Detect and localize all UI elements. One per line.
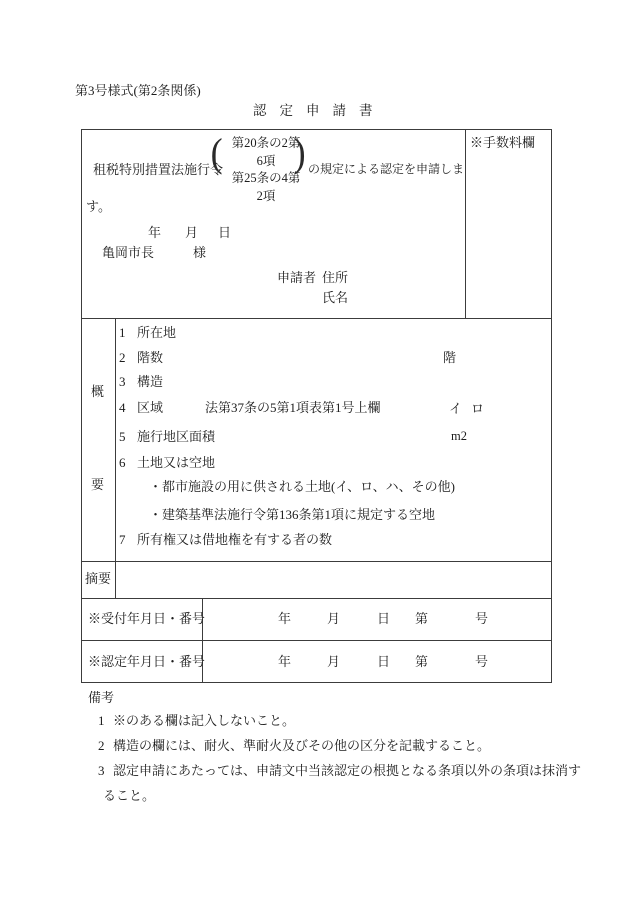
date-year-label: 年 (148, 225, 162, 240)
certification-day-label: 日 (377, 654, 391, 669)
law-suffix-text: の規定による認定を申請しま (308, 162, 465, 176)
outline-item-1-label: 所在地 (137, 325, 177, 340)
note-2-text: 構造の欄には、耐火、準耐火及びその他の区分を記載すること。 (113, 738, 491, 753)
outline-item-2-no: 2 (119, 350, 126, 365)
certification-row-label: ※認定年月日・番号 (88, 654, 206, 669)
outline-item-6-no: 6 (119, 455, 126, 470)
applicant-address-label: 住所 (322, 270, 349, 285)
note-3-text: 認定申請にあたっては、申請文中当該認定の根拠となる条項以外の条項は抹消す (113, 763, 582, 778)
outline-item-3-no: 3 (119, 374, 126, 389)
outline-item-3-label: 構造 (137, 374, 164, 389)
receipt-row-label: ※受付年月日・番号 (88, 611, 206, 626)
outline-header-char-1: 概 (91, 384, 105, 399)
note-1-no: 1 (98, 713, 105, 728)
rule-outline-divider (115, 318, 116, 598)
certification-no-suffix-label: 号 (475, 654, 489, 669)
fee-column-label: ※手数料欄 (470, 135, 536, 150)
outline-header-char-2: 要 (91, 477, 105, 492)
rule-receipt-bottom (81, 640, 552, 641)
outline-item-7-no: 7 (119, 532, 126, 547)
addressee-label: 亀岡市長 (102, 245, 155, 260)
certification-no-prefix-label: 第 (415, 654, 429, 669)
outline-item-2-label: 階数 (137, 350, 164, 365)
outline-item-4-option-i: イ (449, 401, 463, 416)
outline-item-5-no: 5 (119, 429, 126, 444)
certification-year-label: 年 (278, 654, 292, 669)
honorific-label: 様 (193, 245, 207, 260)
applicant-name-label: 氏名 (322, 290, 349, 305)
certification-month-label: 月 (327, 654, 341, 669)
note-3-no: 3 (98, 763, 105, 778)
outline-item-6-label: 土地又は空地 (137, 455, 216, 470)
law-prefix-text: 租税特別措置法施行令 (93, 162, 224, 177)
clause-option-2-line-2: 2項 (256, 188, 276, 203)
clause-option-2-line-1: 第25条の4第 (231, 171, 301, 185)
note-2-no: 2 (98, 738, 105, 753)
date-day-label: 日 (218, 225, 232, 240)
close-paren-glyph: ) (293, 130, 306, 175)
outline-item-4-no: 4 (119, 400, 126, 415)
outline-item-4-label: 区域 (137, 400, 164, 415)
notes-header: 備考 (88, 690, 115, 705)
note-1-text: ※のある欄は記入しないこと。 (113, 713, 296, 728)
receipt-no-prefix-label: 第 (415, 611, 429, 626)
outline-item-1-no: 1 (119, 325, 126, 340)
receipt-year-label: 年 (278, 611, 292, 626)
clause-option-1-line-2: 6項 (256, 153, 276, 168)
note-3-continuation: ること。 (103, 788, 156, 803)
date-month-label: 月 (185, 225, 199, 240)
outline-item-7-label: 所有権又は借地権を有する者の数 (137, 532, 333, 547)
page-title: 認定申請書 (253, 103, 386, 118)
applicant-label: 申請者 (277, 270, 317, 285)
open-paren-glyph: ( (210, 130, 223, 175)
receipt-day-label: 日 (377, 611, 391, 626)
outline-item-5-unit: m2 (451, 429, 467, 443)
outline-item-4-detail: 法第37条の5第1項表第1号上欄 (205, 400, 381, 415)
outline-item-2-unit: 階 (443, 350, 457, 365)
rule-fee-divider (465, 129, 466, 318)
rule-summary-bottom (81, 598, 552, 599)
clause-option-1-line-1: 第20条の2第 (231, 136, 301, 150)
receipt-no-suffix-label: 号 (475, 611, 489, 626)
outline-item-5-label: 施行地区面積 (137, 429, 216, 444)
outline-item-4-option-ro: ロ (471, 401, 485, 416)
outline-item-6-bullet-1: ・都市施設の用に供される土地(イ、ロ、ハ、その他) (149, 479, 455, 494)
summary-row-label: 摘要 (85, 571, 112, 586)
rule-outline-bottom (81, 561, 552, 562)
law-suffix-continuation: す。 (86, 199, 111, 214)
rule-row1-bottom (81, 318, 552, 319)
outline-item-6-bullet-2: ・建築基準法施行令第136条第1項に規定する空地 (149, 507, 436, 522)
receipt-month-label: 月 (327, 611, 341, 626)
form-number: 第3号様式(第2条関係) (75, 83, 201, 98)
